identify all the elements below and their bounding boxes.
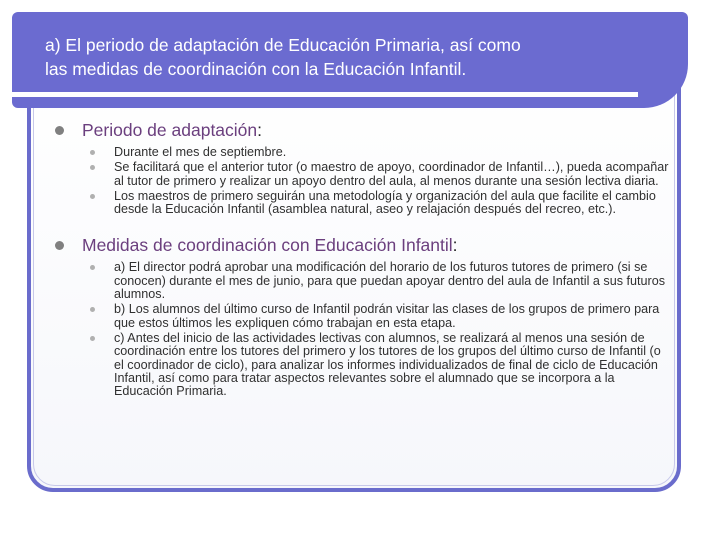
bullet-icon	[55, 241, 64, 250]
list-item-text: Se facilitará que el anterior tutor (o maestro de apoyo, coordinador de Infantil…), pueda acompañar al tutor de primero y realizar un apoyo dentro del aula, al menos durante una sesión lectiva diaria.	[114, 160, 669, 188]
section-heading-text: Periodo de adaptación	[82, 120, 258, 140]
section-heading	[55, 233, 670, 257]
list-item	[55, 161, 670, 188]
section-periodo-adaptacion	[55, 118, 670, 216]
list-item	[55, 332, 670, 398]
bullet-icon	[90, 265, 95, 270]
slide-title-line-1: a) El periodo de adaptación de Educación Primaria, así como	[45, 35, 521, 55]
section-medidas-coordinacion	[55, 233, 670, 398]
sub-list	[55, 261, 670, 398]
bullet-icon	[90, 165, 95, 170]
list-item-text: a) El director podrá aprobar una modificación del horario de los futuros tutores de primero (si se conocen) durante el mes de junio, para que puedan apoyar dentro del aula de Infantil a sus futuros alumnos.	[114, 260, 666, 302]
list-item	[55, 146, 670, 159]
list-item-text: Los maestros de primero seguirán una metodología y organización del aula que facilite el cambio desde la Educación Infantil (asamblea natural, aseo y relajación después del recreo, etc.).	[114, 188, 656, 217]
sub-list	[55, 146, 670, 216]
list-item-text: Durante el mes de septiembre.	[114, 145, 287, 159]
list-item-text: b) Los alumnos del último curso de Infantil podrán visitar las clases de los grupos de primero para que estos últimos les expliquen cómo trabajan en esta etapa.	[114, 302, 660, 330]
list-item	[55, 190, 670, 217]
slide-title	[45, 33, 645, 81]
list-item-text: c) Antes del inicio de las actividades lectivas con alumnos, se realizará al menos una sesión de coordinación entre los tutores del primero y los tutores de los grupos del último curso de Infantil (o el coordinador de ciclo), para analizar los informes individualizados de final de ciclo de Educación Infantil, así como para tratar aspectos relevantes sobre el alumnado que se incorpora a la Educación Primaria.	[114, 330, 661, 399]
bullet-icon	[90, 194, 95, 199]
section-heading-text: Medidas de coordinación con Educación Infantil	[82, 235, 453, 256]
slide-content	[55, 118, 670, 398]
section-heading	[55, 118, 670, 142]
section-heading-colon: :	[257, 120, 263, 140]
bullet-icon	[90, 307, 95, 312]
slide-title-line-2: las medidas de coordinación con la Educación Infantil.	[45, 59, 467, 79]
bullet-icon	[90, 150, 95, 155]
bullet-icon	[55, 126, 64, 135]
bullet-icon	[90, 336, 95, 341]
list-item	[55, 261, 670, 301]
list-item	[55, 303, 670, 330]
section-heading-colon: :	[452, 235, 458, 256]
title-underline	[12, 92, 638, 97]
